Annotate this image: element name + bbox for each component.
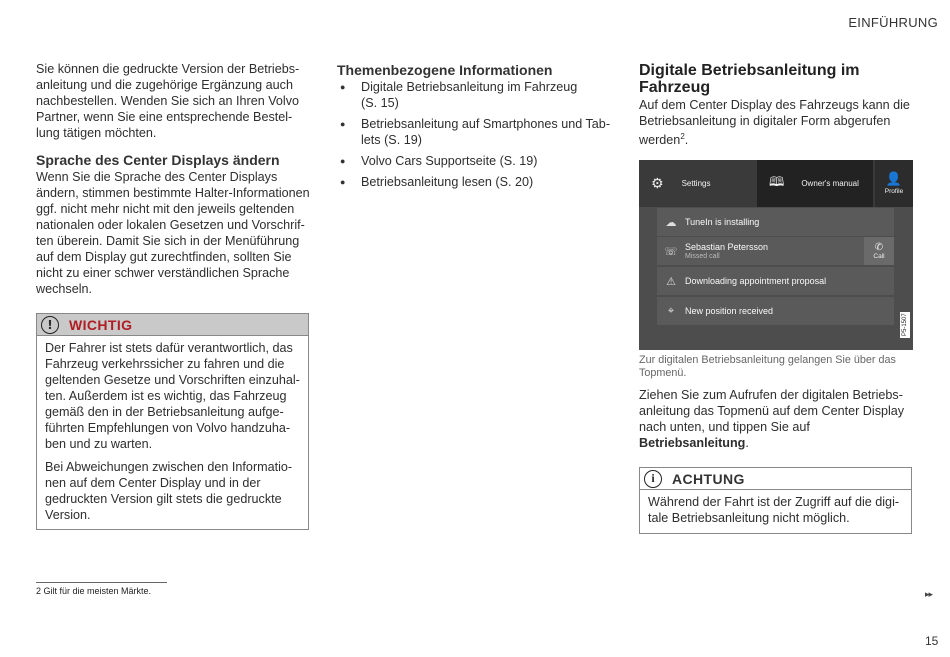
digital-manual-intro (639, 97, 919, 148)
caution-box (639, 467, 912, 534)
notification-row (657, 208, 894, 236)
caution-body (640, 490, 911, 532)
text-line: nicht zu einer schwer verständlichen Sprache (36, 266, 290, 280)
section-title: EINFÜHRUNG (848, 15, 938, 30)
notification-title: New position received (685, 306, 774, 316)
person-icon: 👤 (885, 172, 903, 187)
text-line (639, 435, 919, 451)
text-line: nen auf dem Center Display und in der (45, 476, 261, 490)
link-text: ● Volvo Cars Supportseite (S. 19) (361, 154, 538, 168)
notification-title: Sebastian Petersson (685, 242, 769, 252)
text-line: Ziehen Sie zum Aufrufen der digitalen Betriebs- (639, 388, 903, 402)
notification-row (657, 267, 894, 295)
related-link[interactable] (337, 174, 617, 190)
bold-term: Betriebsanleitung (639, 436, 746, 450)
next-page-icon: ▸▸ (925, 589, 933, 599)
caution-label: ACHTUNG (672, 470, 745, 487)
text-fragment: . (684, 133, 689, 148)
text-line (639, 129, 919, 148)
access-instructions (639, 387, 919, 451)
text-line: Bei Abweichungen zwischen den Informatio- (45, 460, 293, 474)
intro-line: lung tätigen möchten. (36, 126, 157, 140)
gear-icon: ⚙ (651, 175, 664, 192)
related-link[interactable] (337, 116, 617, 148)
text-line: geltenden Gesetze und Vorschriften einzuhal- (45, 373, 300, 387)
phone-icon: ✆ (874, 242, 884, 253)
related-info-list (337, 79, 617, 195)
info-icon: i (644, 470, 662, 488)
text-line: tale Betriebsanleitung nicht möglich. (648, 511, 850, 525)
text-line: auf dem Display gut zurechtfinden, sollten Sie (36, 250, 292, 264)
tab-settings (639, 160, 757, 207)
warning-paragraph (45, 340, 300, 452)
text-line: Betriebsanleitung in digitaler Form abgerufen (639, 114, 891, 128)
link-text: ● Betriebsanleitung auf Smartphones und Tab- (361, 117, 611, 131)
language-heading: Sprache des Center Displays ändern (36, 152, 280, 168)
tab-label: Owner's manual (801, 179, 859, 188)
text-line: Wenn Sie die Sprache des Center Displays (36, 170, 278, 184)
footnote-divider (36, 582, 167, 583)
intro-paragraph (36, 61, 311, 141)
text-line: Auf dem Center Display des Fahrzeugs kann die (639, 98, 910, 112)
language-paragraph (36, 169, 311, 297)
text-line: nationalen oder lokalen Gesetzen und Vorschrif- (36, 218, 305, 232)
tab-owners-manual (757, 160, 873, 207)
warning-box (36, 313, 309, 530)
tab-profile (875, 160, 913, 207)
intro-line: Partner, wenn Sie eine entsprechende Bestel- (36, 110, 293, 124)
center-display-illustration (639, 160, 913, 350)
text-line: Version. (45, 508, 91, 522)
related-link[interactable] (337, 79, 617, 111)
call-button (864, 237, 894, 265)
figure-caption (639, 354, 914, 380)
notification-text (685, 242, 768, 260)
footnote: 2 Gilt für die meisten Märkte. (36, 586, 152, 596)
intro-line: anleitung und die zugehörige Ergänzung auch (36, 78, 293, 92)
text-line: ben und zu warten. (45, 437, 153, 451)
text-line: Der Fahrer ist stets dafür verantwortlich, das (45, 341, 293, 355)
missed-call-icon: ☏ (664, 244, 678, 258)
text-line: wechseln. (36, 282, 93, 296)
caution-header (640, 468, 911, 490)
figure-code: P5-1507 (902, 313, 908, 337)
link-text: ● Betriebsanleitung lesen (S. 20) (361, 175, 534, 189)
notification-title: TuneIn is installing (685, 217, 760, 227)
book-icon: 🕮 (769, 174, 785, 190)
caution-paragraph (648, 494, 903, 526)
text-line: ändern, stimmen bestimmte Halter-Informationen (36, 186, 310, 200)
text-line: gedruckten Version gilt stets die gedruckte (45, 492, 282, 506)
notification-row (657, 237, 894, 265)
call-label: Call (873, 253, 885, 260)
cloud-download-icon: ☁ (665, 215, 677, 229)
text-line: ten. Außerdem ist es wichtig, das Fahrzeug (45, 389, 287, 403)
notification-title: Downloading appointment proposal (685, 276, 827, 286)
related-info-heading: Themenbezogene Informationen (337, 62, 553, 78)
text-line: führten Empfehlungen von Volvo handzuha- (45, 421, 291, 435)
tab-label: Profile (884, 188, 904, 195)
digital-manual-heading (639, 62, 859, 96)
appointment-icon: ⚠ (666, 274, 676, 288)
warning-header (37, 314, 308, 336)
warning-paragraph (45, 459, 300, 523)
text-line: ggf. nicht mehr nicht mit den jeweils geltenden (36, 202, 295, 216)
text-line: anleitung das Topmenü auf dem Center Display (639, 404, 905, 418)
text-line: Zur digitalen Betriebsanleitung gelangen Sie über das (639, 354, 896, 366)
text-line: ten überein. Damit Sie sich in der Menüführung (36, 234, 300, 248)
text-fragment: werden (639, 133, 681, 148)
related-link[interactable] (337, 153, 617, 169)
notification-row (657, 297, 894, 325)
link-text: ● Digitale Betriebsanleitung im Fahrzeug (361, 80, 578, 94)
notification-subtitle: Missed call (685, 253, 720, 260)
text-line: Fahrzeug verkehrssicher zu fahren und die (45, 357, 285, 371)
heading-line: Fahrzeug (639, 79, 711, 96)
exclamation-icon: ! (41, 316, 59, 334)
tab-label: Settings (681, 179, 711, 188)
link-text: lets (S. 19) (361, 133, 422, 147)
intro-line: Sie können die gedruckte Version der Betriebs- (36, 62, 300, 76)
text-line: Während der Fahrt ist der Zugriff auf die digi- (648, 495, 900, 509)
text-line: nach unten, und tippen Sie auf (639, 420, 810, 434)
position-icon: ⌖ (667, 304, 675, 317)
intro-line: nachbestellen. Wenden Sie sich an Ihren Volvo (36, 94, 300, 108)
text-line: Topmenü. (639, 367, 687, 379)
page-number: 15 (925, 634, 939, 648)
heading-line: Digitale Betriebsanleitung im (639, 62, 860, 79)
link-text: (S. 15) (361, 96, 399, 110)
warning-label: WICHTIG (69, 316, 133, 333)
text-line: gemäß den in der Betriebsanleitung aufge- (45, 405, 284, 419)
footnote-ref[interactable]: 2 (680, 132, 685, 141)
warning-body (37, 336, 308, 529)
text-fragment: . (745, 436, 749, 450)
